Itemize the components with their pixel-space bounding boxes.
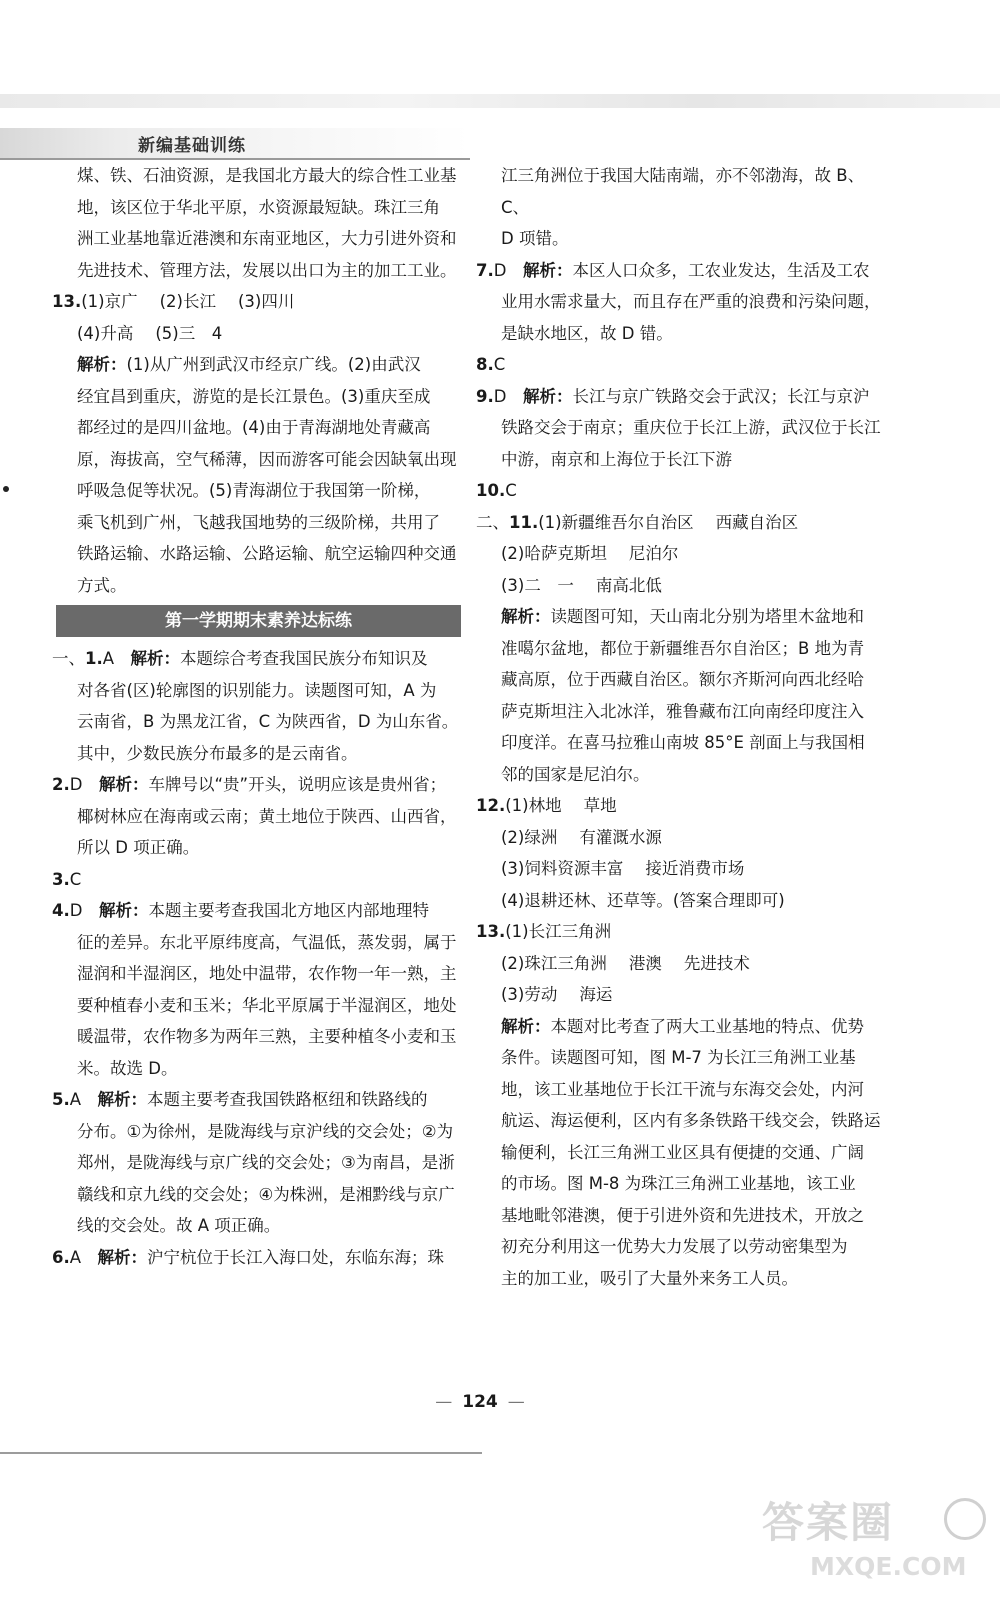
answer-1-line bbox=[52, 643, 464, 675]
analysis-label: 解析： bbox=[130, 649, 181, 668]
text-line: 江三角洲位于我国大陆南端，亦不邻渤海，故 B、C、 bbox=[501, 166, 865, 217]
watermark-url: MXQE.COM bbox=[810, 1552, 967, 1581]
text-line: 分布。①为徐州，是陇海线与京沪线的交会处；②为 bbox=[77, 1121, 454, 1141]
text-line: 经宜昌到重庆，游览的是长江景色。(3)重庆至成 bbox=[77, 386, 431, 406]
text-line: 对各省(区)轮廓图的识别能力。读题图可知，A 为 bbox=[77, 680, 437, 700]
bottom-rule bbox=[0, 1452, 482, 1454]
page-number-value: 124 bbox=[462, 1392, 498, 1412]
analysis-label: 解析： bbox=[522, 260, 573, 280]
analysis-text: 读题图可知，天山南北分别为塔里木盆地和 bbox=[550, 607, 864, 626]
analysis-label: 解析： bbox=[98, 775, 149, 794]
answer-option: (4)升高 bbox=[77, 323, 134, 343]
text-line: 郑州，是陇海线与京广线的交会处；③为南昌，是浙 bbox=[77, 1153, 455, 1172]
question-number: 12. bbox=[476, 796, 506, 815]
answer-12-line-4 bbox=[476, 885, 888, 917]
answer-option: 先进技术 bbox=[683, 953, 750, 973]
text-line: 呼吸急促等状况。(5)青海湖位于我国第一阶梯， bbox=[77, 481, 431, 500]
answer-option: (3)四川 bbox=[237, 292, 295, 311]
answer-4-line bbox=[52, 895, 464, 927]
answer-option: (1)京广 bbox=[81, 292, 138, 311]
text-line: 印度洋。在喜马拉雅山南坡 85°E 剖面上与我国相 bbox=[501, 733, 865, 752]
question-number: 8. bbox=[476, 355, 494, 374]
text-line: 线的交会处。故 A 项正确。 bbox=[77, 1216, 281, 1235]
answer-choice: C bbox=[505, 481, 517, 500]
watermark-text: 答案圈 bbox=[762, 1498, 895, 1547]
question-number: 2. bbox=[52, 775, 70, 794]
question-number: 13. bbox=[52, 292, 82, 311]
text-line: 其中，少数民族分布最多的是云南省。 bbox=[77, 743, 358, 763]
answer-option: (2)哈萨克斯坦 bbox=[501, 544, 607, 563]
answer-option: (1)长江三角洲 bbox=[505, 922, 612, 941]
answer-11-line-2 bbox=[476, 538, 888, 570]
text-line: 萨克斯坦注入北冰洋，雅鲁藏布江向南经印度注入 bbox=[501, 701, 864, 721]
text-line: 基地毗邻港澳，便于引进外资和先进技术，开放之 bbox=[501, 1205, 864, 1225]
analysis-line bbox=[476, 601, 888, 633]
answer-choice: A bbox=[102, 649, 115, 668]
page-dash-right: — bbox=[507, 1392, 525, 1412]
question-number: 5. bbox=[52, 1090, 70, 1109]
answer-option: (2)长江 bbox=[159, 292, 216, 311]
text-line: 初充分利用这一优势大力发展了以劳动密集型为 bbox=[501, 1237, 848, 1256]
text-line: 米。故选 D。 bbox=[77, 1058, 178, 1078]
answer-option: (2)珠江三角洲 bbox=[501, 953, 607, 973]
question-number: 3. bbox=[52, 869, 70, 889]
answer-5-line bbox=[52, 1084, 464, 1116]
answer-option: 港澳 bbox=[628, 953, 662, 973]
analysis-label: 解析： bbox=[522, 386, 573, 406]
text-line: 条件。读题图可知，图 M-7 为长江三角洲工业基 bbox=[501, 1048, 856, 1067]
answer-choice: A bbox=[69, 1247, 82, 1267]
section-banner: 第一学期期末素养达标练 bbox=[56, 605, 461, 637]
answer-13-line-1 bbox=[476, 916, 888, 948]
section-prefix: 一、 bbox=[52, 649, 85, 668]
text-line: 煤、铁、石油资源，是我国北方最大的综合性工业基 bbox=[77, 166, 457, 185]
analysis-text: 本题综合考查我国民族分布知识及 bbox=[180, 649, 428, 668]
left-column bbox=[52, 160, 464, 1273]
analysis-label: 解析： bbox=[77, 355, 127, 374]
page-dash-left: — bbox=[435, 1392, 453, 1412]
question-number: 11. bbox=[509, 512, 539, 532]
answer-2-line bbox=[52, 769, 464, 801]
answer-12-line-2 bbox=[476, 822, 888, 854]
text-line: 的市场。图 M-8 为珠江三角洲工业基地，该工业 bbox=[501, 1174, 856, 1193]
text-line: 椰树林应在海南或云南；黄土地位于陕西、山西省， bbox=[77, 806, 457, 826]
text-line: 都经过的是四川盆地。(4)由于青海湖地处青藏高 bbox=[77, 418, 431, 437]
analysis-text: 长江与京广铁路交会于武汉；长江与京沪 bbox=[572, 386, 870, 406]
analysis-label: 解析： bbox=[501, 607, 551, 626]
analysis-line bbox=[52, 349, 464, 381]
answer-12-line-3 bbox=[476, 853, 888, 885]
text-line: 湿润和半湿润区，地处中温带，农作物一年一熟，主 bbox=[77, 964, 457, 983]
answer-option: 草地 bbox=[583, 796, 617, 815]
book-title: 新编基础训练 bbox=[138, 136, 246, 156]
analysis-label: 解析： bbox=[97, 1090, 148, 1109]
text-line: 洲工业基地靠近港澳和东南亚地区，大力引进外资和 bbox=[77, 229, 457, 248]
answer-option: 西藏自治区 bbox=[715, 512, 799, 532]
question-number: 6. bbox=[52, 1247, 70, 1267]
answer-option: 接近消费市场 bbox=[645, 859, 745, 878]
scan-top-band bbox=[0, 94, 1000, 108]
analysis-text: (1)从广州到武汉市经京广线。(2)由武汉 bbox=[126, 355, 421, 374]
answer-11-line-3 bbox=[476, 570, 888, 602]
section-prefix: 二、 bbox=[476, 512, 509, 532]
text-line: 铁路运输、水路运输、公路运输、航空运输四种交通 bbox=[77, 544, 457, 563]
answer-choice: D bbox=[69, 775, 83, 794]
analysis-text: 本题主要考查我国铁路枢纽和铁路线的 bbox=[147, 1090, 428, 1109]
text-line: 赣线和京九线的交会处；④为株洲，是湘黔线与京广 bbox=[77, 1184, 455, 1204]
right-column bbox=[476, 160, 888, 1294]
question-number: 10. bbox=[476, 481, 506, 500]
text-line: 暖温带，农作物多为两年三熟，主要种植冬小麦和玉 bbox=[77, 1027, 457, 1046]
text-line: 先进技术、管理方法，发展以出口为主的加工工业。 bbox=[77, 260, 457, 280]
answer-option: 海运 bbox=[579, 985, 613, 1004]
answer-option: 南高北低 bbox=[595, 575, 662, 595]
watermark-logo bbox=[762, 1490, 987, 1590]
text-line: 邻的国家是尼泊尔。 bbox=[501, 764, 650, 784]
text-line: 征的差异。东北平原纬度高，气温低，蒸发弱，属于 bbox=[77, 932, 457, 952]
question-number: 1. bbox=[85, 649, 103, 668]
analysis-label: 解析： bbox=[97, 1247, 148, 1267]
text-line: 乘飞机到广州，飞越我国地势的三级阶梯，共用了 bbox=[77, 512, 440, 532]
analysis-line bbox=[476, 1011, 888, 1043]
analysis-text: 本区人口众多，工农业发达，生活及工农 bbox=[572, 260, 870, 280]
text-line: 准噶尔盆地，都位于新疆维吾尔自治区；B 地为青 bbox=[501, 638, 865, 658]
text-line: 中游，南京和上海位于长江下游 bbox=[501, 449, 732, 469]
answer-8-line bbox=[476, 349, 888, 381]
answer-option: (3)二 一 bbox=[501, 575, 574, 595]
answer-choice: D bbox=[493, 386, 507, 406]
text-line: 铁路交会于南京；重庆位于长江上游，武汉位于长江 bbox=[501, 418, 881, 437]
question-number: 9. bbox=[476, 386, 494, 406]
answer-13-line-2 bbox=[52, 318, 464, 350]
answer-3-line bbox=[52, 864, 464, 896]
question-number: 4. bbox=[52, 901, 70, 920]
answer-13-line-2 bbox=[476, 948, 888, 980]
text-line: 原，海拔高，空气稀薄，因而游客可能会因缺氧出现 bbox=[77, 449, 457, 469]
watermark-circle-icon bbox=[944, 1498, 986, 1540]
margin-dot bbox=[3, 486, 9, 492]
answer-option: (2)绿洲 bbox=[501, 827, 558, 847]
text-line: 要种植春小麦和玉米；华北平原属于半湿润区，地处 bbox=[77, 995, 457, 1015]
answer-12-line-1 bbox=[476, 790, 888, 822]
analysis-text: 沪宁杭位于长江入海口处，东临东海；珠 bbox=[147, 1247, 445, 1267]
answer-choice: D bbox=[493, 260, 507, 280]
answer-option: (3)劳动 bbox=[501, 985, 558, 1004]
answer-choice: A bbox=[69, 1090, 82, 1109]
text-line: 航运、海运便利，区内有多条铁路干线交会，铁路运 bbox=[501, 1111, 881, 1130]
question-number: 13. bbox=[476, 922, 506, 941]
answer-6-line bbox=[52, 1242, 464, 1274]
text-line: 是缺水地区，故 D 错。 bbox=[501, 323, 673, 343]
answer-choice: C bbox=[69, 869, 82, 889]
answer-11-line-1 bbox=[476, 507, 888, 539]
answer-option: (3)饲料资源丰富 bbox=[501, 859, 624, 878]
answer-13-line-3 bbox=[476, 979, 888, 1011]
answer-option: 尼泊尔 bbox=[628, 544, 679, 563]
answer-10-line bbox=[476, 475, 888, 507]
analysis-label: 解析： bbox=[501, 1016, 551, 1036]
answer-option: (1)新疆维吾尔自治区 bbox=[538, 512, 694, 532]
answer-option: (1)林地 bbox=[505, 796, 562, 815]
answer-7-line bbox=[476, 255, 888, 287]
text-line: 主的加工业，吸引了大量外来务工人员。 bbox=[501, 1268, 798, 1288]
analysis-text: 本题主要考查我国北方地区内部地理特 bbox=[148, 901, 429, 920]
text-line: 业用水需求量大，而且存在严重的浪费和污染问题， bbox=[501, 292, 881, 311]
text-line: 方式。 bbox=[77, 575, 127, 595]
page-number bbox=[0, 1392, 960, 1412]
question-number: 7. bbox=[476, 260, 494, 280]
answer-option: (5)三 4 bbox=[155, 323, 223, 343]
text-line: D 项错。 bbox=[501, 229, 569, 248]
answer-choice: D bbox=[69, 901, 83, 920]
analysis-label: 解析： bbox=[98, 901, 149, 920]
text-line: 输便利，长江三角洲工业区具有便捷的交通、广阔 bbox=[501, 1142, 864, 1162]
answer-9-line bbox=[476, 381, 888, 413]
answer-option: 有灌溉水源 bbox=[579, 827, 662, 847]
text-line: 藏高原，位于西藏自治区。额尔齐斯河向西北经哈 bbox=[501, 670, 864, 689]
text-line: 所以 D 项正确。 bbox=[77, 838, 200, 857]
analysis-text: 本题对比考查了两大工业基地的特点、优势 bbox=[550, 1016, 864, 1036]
text-line: 地，该区位于华北平原，水资源最短缺。珠江三角 bbox=[77, 197, 440, 217]
analysis-text: 车牌号以“贵”开头，说明应该是贵州省； bbox=[148, 775, 447, 794]
answer-option: (4)退耕还林、还草等。(答案合理即可) bbox=[501, 890, 785, 910]
text-line: 地，该工业基地位于长江干流与东海交会处，内河 bbox=[501, 1079, 864, 1099]
answer-choice: C bbox=[493, 355, 506, 374]
answer-13-line-1 bbox=[52, 286, 464, 318]
text-line: 云南省，B 为黑龙江省，C 为陕西省，D 为山东省。 bbox=[77, 712, 459, 731]
